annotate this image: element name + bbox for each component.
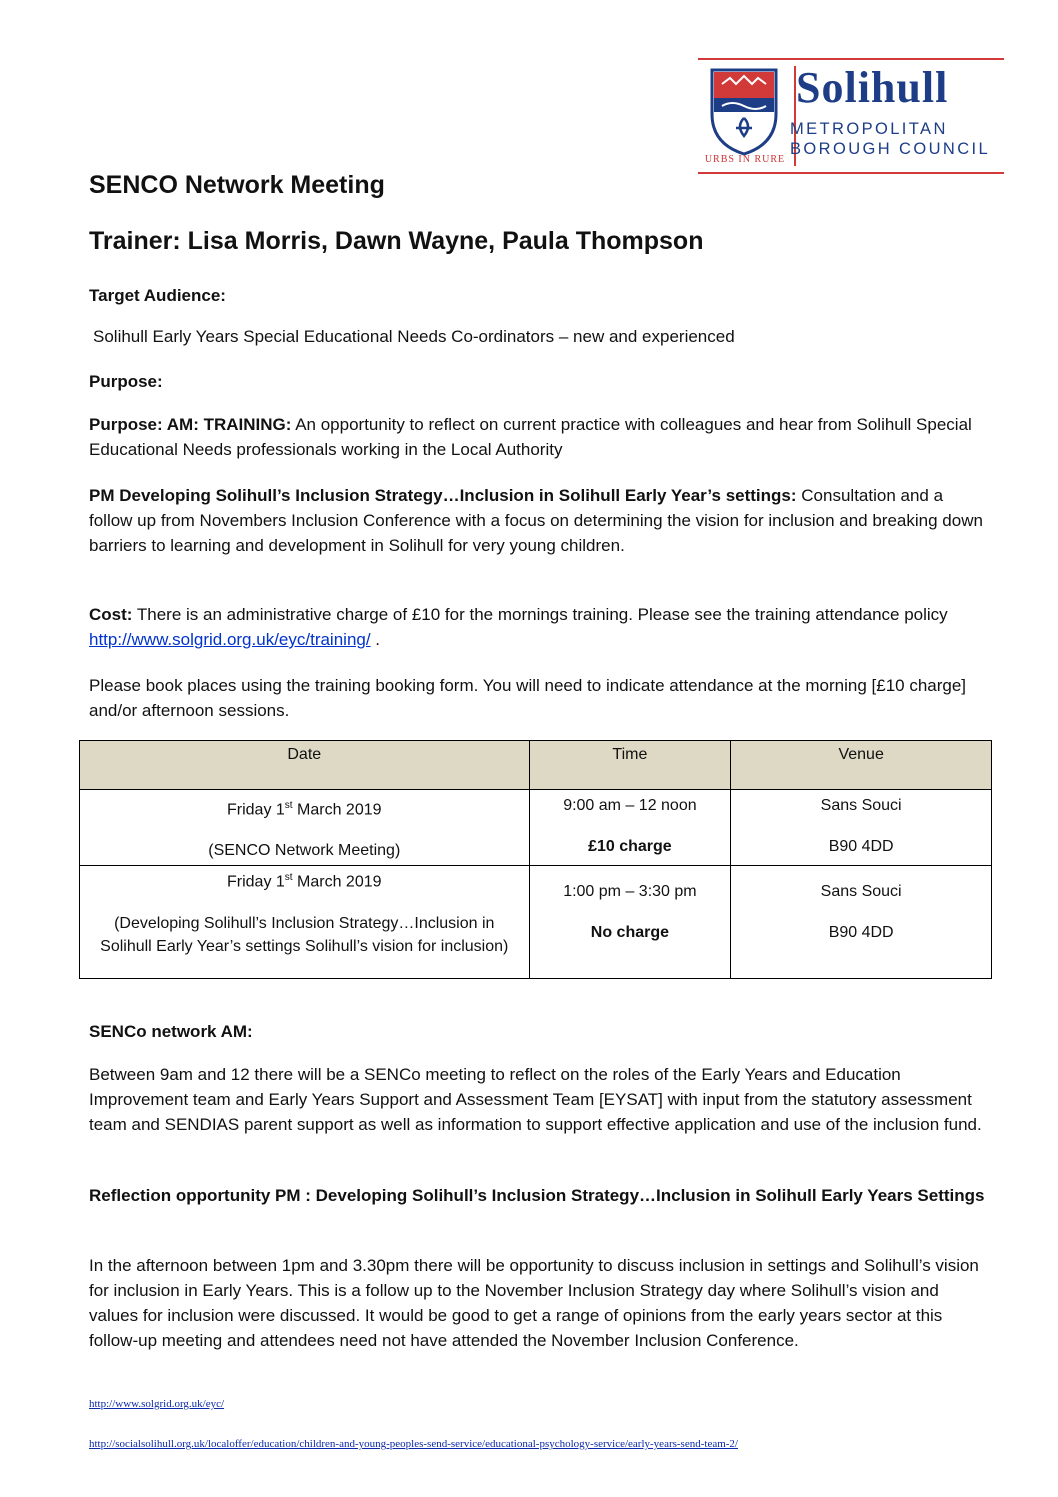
council-logo [698, 58, 1004, 174]
row1-venue: Sans Souci [820, 797, 902, 814]
purpose-heading: Purpose: [89, 372, 163, 391]
council-crest-icon [708, 66, 780, 156]
reflection-pm-heading: Reflection opportunity PM : Developing Solihull’s Inclusion Strategy…Inclusion in Solihull Early Years Settings [89, 1186, 985, 1205]
table-row [80, 866, 992, 979]
header-date: Date [80, 741, 530, 790]
purpose-am-text: An opportunity to reflect on current practice with colleagues and hear from Solihull Special Educational Needs professionals working in the Local Authority [89, 415, 972, 459]
cost-paragraph [89, 602, 989, 652]
row2-time-cell [529, 866, 731, 979]
footer-link-localoffer[interactable]: http://socialsolihull.org.uk/localoffer/education/children-and-young-peoples-send-service/educational-psychology-service/early-years-send-team-2/ [89, 1438, 738, 1450]
logo-top-rule [698, 58, 1004, 60]
row2-date-note: (Developing Solihull’s Inclusion Strategy…Inclusion in Solihull Early Year’s settings Solihull’s vision for inclusion) [100, 915, 509, 956]
senco-am-heading: SENCo network AM: [89, 1022, 253, 1041]
logo-name: Solihull [796, 63, 949, 112]
header-time: Time [529, 741, 731, 790]
logo-motto: URBS IN RURE [704, 154, 786, 165]
row2-date-cell [80, 866, 530, 979]
footer-link-solgrid[interactable]: http://www.solgrid.org.uk/eyc/ [89, 1398, 225, 1410]
row1-venue-cell [731, 790, 992, 866]
purpose-am-paragraph [89, 412, 989, 462]
row2-date: Friday 1st March 2019 [227, 872, 382, 891]
purpose-pm-label: PM Developing Solihull’s Inclusion Strategy…Inclusion in Solihull Early Year’s settings: [89, 486, 797, 505]
cost-text: There is an administrative charge of £10 for the mornings training. Please see the training attendance policy [132, 605, 948, 624]
target-audience-text: Solihull Early Years Special Educational Needs Co-ordinators – new and experienced [93, 327, 735, 346]
row1-date: Friday 1st March 2019 [227, 800, 382, 819]
row1-time-cell [529, 790, 731, 866]
row1-postcode: B90 4DD [828, 838, 894, 855]
cost-label: Cost: [89, 605, 133, 624]
trainer-heading: Trainer: Lisa Morris, Dawn Wayne, Paula Thompson [89, 227, 704, 255]
row1-charge: £10 charge [588, 838, 672, 855]
purpose-pm-paragraph [89, 483, 989, 558]
row1-date-note: (SENCO Network Meeting) [208, 842, 401, 860]
page-title: SENCO Network Meeting [89, 171, 385, 199]
schedule-table [79, 740, 992, 979]
row2-charge: No charge [590, 924, 670, 941]
table-row [80, 790, 992, 866]
cost-after: . [370, 630, 381, 649]
booking-paragraph: Please book places using the training booking form. You will need to indicate attendance at the morning [£10 charge] and/or afternoon sessions. [89, 676, 967, 720]
header-venue: Venue [731, 741, 992, 790]
logo-line-1: METROPOLITAN [790, 120, 948, 138]
training-policy-link[interactable]: http://www.solgrid.org.uk/eyc/training/ [89, 630, 371, 649]
row1-time: 9:00 am – 12 noon [563, 797, 697, 814]
logo-line-2: BOROUGH COUNCIL [790, 140, 991, 158]
row2-postcode: B90 4DD [828, 924, 894, 941]
senco-am-text: Between 9am and 12 there will be a SENCo meeting to reflect on the roles of the Early Years and Education Improvement team and Early Years Support and Assessment Team [EYSAT] with input from the statutory assessment team and SENDIAS parent support as well as information to support effective application and use of the inclusion fund. [89, 1065, 982, 1134]
target-audience-heading: Target Audience: [89, 286, 226, 305]
logo-bottom-rule [698, 172, 1004, 174]
purpose-am-label: Purpose: AM: TRAINING: [89, 415, 292, 434]
reflection-pm-text: In the afternoon between 1pm and 3.30pm there will be opportunity to discuss inclusion in settings and Solihull’s vision for inclusion in Early Years. This is a follow up to the November Inclusion Strategy day where Solihull’s vision and values for inclusion were discussed. It would be good to get a range of opinions from the early years sector at this follow-up meeting and attendees need not have attended the November Inclusion Conference. [89, 1256, 979, 1350]
row1-date-cell [80, 790, 530, 866]
row2-venue: Sans Souci [820, 883, 902, 900]
table-header-row [80, 741, 992, 790]
purpose-pm-text: Consultation and a follow up from Novembers Inclusion Conference with a focus on determining the vision for inclusion and breaking down barriers to learning and development in Solihull for very young children. [89, 486, 983, 555]
row2-time: 1:00 pm – 3:30 pm [563, 883, 697, 900]
row2-venue-cell [731, 866, 992, 979]
